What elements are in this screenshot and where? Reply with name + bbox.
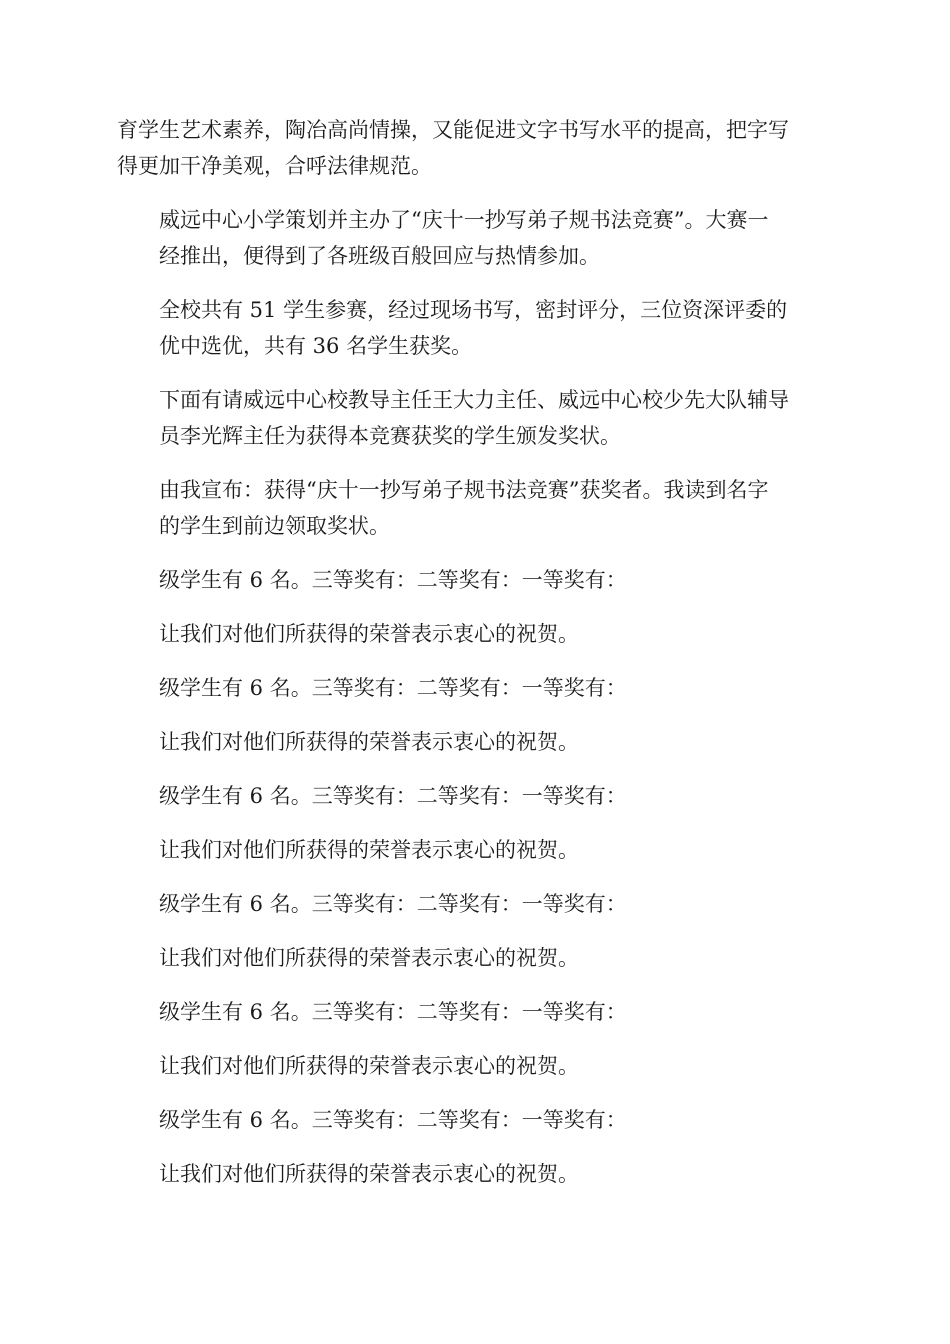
text-line: 让我们对他们所获得的荣誉表示衷心的祝贺。 [159,838,579,862]
paragraph [117,994,833,1030]
paragraph [117,940,833,976]
text-line: 级学生有 6 名。三等奖有：二等奖有：一等奖有： [159,1000,627,1024]
text-line: 让我们对他们所获得的荣誉表示衷心的祝贺。 [159,622,579,646]
text-line: 让我们对他们所获得的荣誉表示衷心的祝贺。 [159,946,579,970]
text-line: 全校共有 51 学生参赛，经过现场书写，密封评分，三位资深评委的 [159,298,788,322]
paragraph [117,292,833,364]
text-line: 员李光辉主任为获得本竞赛获奖的学生颁发奖状。 [159,424,621,448]
text-line: 优中选优，共有 36 名学生获奖。 [159,334,473,358]
paragraph [117,202,833,274]
paragraph [117,112,833,184]
text-line: 级学生有 6 名。三等奖有：二等奖有：一等奖有： [159,676,627,700]
text-line: 威远中心小学策划并主办了“庆十一抄写弟子规书法竞赛”。大赛一 [159,208,769,232]
text-line: 让我们对他们所获得的荣誉表示衷心的祝贺。 [159,1054,579,1078]
paragraph [117,670,833,706]
paragraph [117,562,833,598]
paragraph [117,886,833,922]
paragraph [117,382,833,454]
paragraph [117,616,833,652]
text-line: 的学生到前边领取奖状。 [159,514,390,538]
text-line: 让我们对他们所获得的荣誉表示衷心的祝贺。 [159,1162,579,1186]
text-line: 育学生艺术素养，陶冶高尚情操，又能促进文字书写水平的提高，把字写 [117,118,789,142]
paragraph [117,1156,833,1192]
text-line: 经推出，便得到了各班级百般回应与热情参加。 [159,244,600,268]
text-line: 让我们对他们所获得的荣誉表示衷心的祝贺。 [159,730,579,754]
paragraph [117,1102,833,1138]
text-line: 级学生有 6 名。三等奖有：二等奖有：一等奖有： [159,784,627,808]
text-line: 由我宣布：获得“庆十一抄写弟子规书法竞赛”获奖者。我读到名字 [159,478,769,502]
text-line: 下面有请威远中心校教导主任王大力主任、威远中心校少先大队辅导 [159,388,789,412]
text-line: 级学生有 6 名。三等奖有：二等奖有：一等奖有： [159,1108,627,1132]
paragraph [117,472,833,544]
text-line: 级学生有 6 名。三等奖有：二等奖有：一等奖有： [159,892,627,916]
document-body [117,112,833,1192]
text-line: 级学生有 6 名。三等奖有：二等奖有：一等奖有： [159,568,627,592]
document-page [117,112,833,1210]
paragraph [117,832,833,868]
paragraph [117,1048,833,1084]
text-line: 得更加干净美观，合呼法律规范。 [117,154,432,178]
paragraph [117,778,833,814]
paragraph [117,724,833,760]
